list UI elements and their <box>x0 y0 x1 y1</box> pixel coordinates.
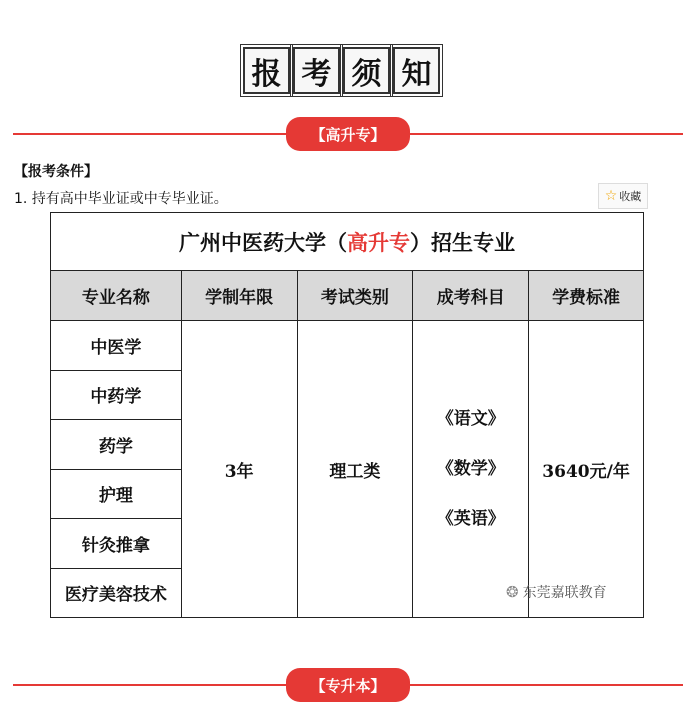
wechat-icon: ❂ <box>506 583 519 601</box>
duration-cell: 3年 <box>181 321 297 618</box>
major-cell: 药学 <box>51 420 182 470</box>
caption-prefix: 广州中医药大学（ <box>179 229 347 255</box>
subject-item: 《语文》 <box>436 409 505 429</box>
header-major: 专业名称 <box>51 271 182 321</box>
watermark-text: 东莞嘉联教育 <box>522 585 607 601</box>
title-char: 须 <box>343 47 390 94</box>
section-label: 【专升本】 <box>286 668 410 702</box>
header-subjects: 成考科目 <box>413 271 529 321</box>
major-cell: 中医学 <box>51 321 182 371</box>
header-exam-category: 考试类别 <box>297 271 413 321</box>
section-divider-zhuanshengben <box>13 668 683 702</box>
header-tuition: 学费标准 <box>529 271 644 321</box>
table-caption <box>51 213 644 271</box>
favorite-label: 收藏 <box>619 190 642 203</box>
subject-item: 《英语》 <box>436 509 505 529</box>
title-char: 报 <box>243 47 290 94</box>
major-cell: 针灸推拿 <box>51 519 182 569</box>
page-title <box>243 47 440 94</box>
major-cell: 护理 <box>51 469 182 519</box>
star-icon: ☆ <box>604 188 618 204</box>
favorite-button[interactable] <box>598 183 648 209</box>
condition-item: 1. 持有高中毕业证或中专毕业证。 <box>14 191 228 207</box>
tuition-cell: 3640元/年 <box>529 321 644 618</box>
caption-highlight: 高升专 <box>347 229 410 255</box>
watermark <box>506 582 607 602</box>
title-char: 知 <box>393 47 440 94</box>
subject-item: 《数学》 <box>436 459 505 479</box>
table-header-row <box>51 271 644 321</box>
subjects-cell <box>413 321 529 618</box>
table-row <box>51 321 644 371</box>
section-label: 【高升专】 <box>286 117 410 151</box>
caption-suffix: ）招生专业 <box>410 229 515 255</box>
major-cell: 医疗美容技术 <box>51 568 182 618</box>
section-divider-gaoshengzhuan <box>13 117 683 151</box>
conditions-heading: 【报考条件】 <box>14 164 98 180</box>
exam-category-cell: 理工类 <box>297 321 413 618</box>
header-duration: 学制年限 <box>181 271 297 321</box>
major-cell: 中药学 <box>51 370 182 420</box>
title-char: 考 <box>293 47 340 94</box>
majors-table <box>50 212 644 618</box>
